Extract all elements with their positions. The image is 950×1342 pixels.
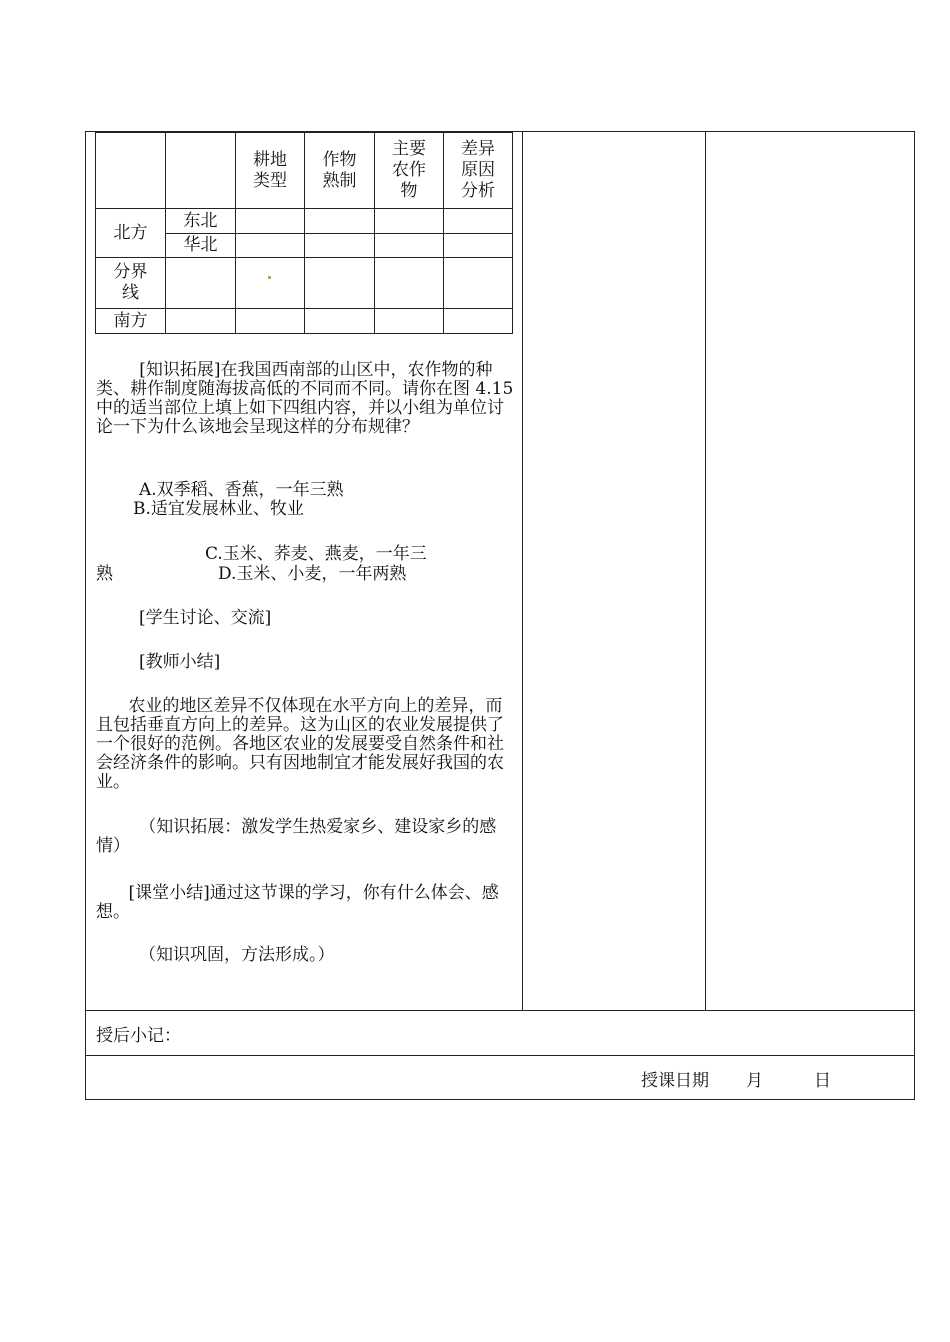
table-row xyxy=(96,209,513,234)
header-cell-land-type: 耕地 类型 xyxy=(236,133,305,209)
knowledge-extension-note: （知识拓展：激发学生热爱家乡、建设家乡的感情） xyxy=(96,817,497,856)
option-b: B.适宜发展林业、牧业 xyxy=(133,499,304,519)
teacher-summary-heading: [教师小结] xyxy=(139,652,221,672)
header-cell-main-crops: 主要 农作 物 xyxy=(375,133,444,209)
table-cell[interactable] xyxy=(166,258,236,309)
post-lesson-notes-label: 授后小记： xyxy=(96,1026,181,1046)
day-label: 日 xyxy=(814,1071,831,1091)
header-cell-crop-system: 作物 熟制 xyxy=(305,133,375,209)
class-summary-paragraph: [课堂小结]通过这节课的学习，你有什么体会、感想。 xyxy=(96,883,499,922)
table-cell[interactable] xyxy=(375,309,444,334)
table-cell[interactable] xyxy=(444,309,513,334)
table-cell[interactable] xyxy=(375,209,444,234)
row-divider-notes xyxy=(85,1010,915,1011)
table-row xyxy=(96,309,513,334)
option-c-continuation: 熟 xyxy=(96,564,113,584)
table-row xyxy=(96,258,513,309)
table-cell[interactable] xyxy=(375,234,444,258)
table-cell[interactable] xyxy=(166,309,236,334)
stray-mark xyxy=(268,276,271,279)
option-d: D.玉米、小麦，一年两熟 xyxy=(218,564,407,584)
row-label-boundary: 分界 线 xyxy=(96,258,166,309)
knowledge-consolidation-note: （知识巩固，方法形成。） xyxy=(139,945,335,965)
table-cell[interactable] xyxy=(305,309,375,334)
table-cell[interactable] xyxy=(305,258,375,309)
table-cell[interactable] xyxy=(444,258,513,309)
table-cell[interactable] xyxy=(236,258,305,309)
row-label-south: 南方 xyxy=(96,309,166,334)
table-header-row xyxy=(96,133,513,209)
agriculture-comparison-table xyxy=(95,132,513,334)
lesson-date-label: 授课日期 xyxy=(641,1071,709,1091)
table-cell[interactable] xyxy=(444,209,513,234)
summary-paragraph: 农业的地区差异不仅体现在水平方向上的差异，而且包括垂直方向上的差异。这为山区的农业发展提供了一个很好的范例。各地区农业的发展要受自然条件和社会经济条件的影响。只有因地制宜才能发展好我国的农业。 xyxy=(96,696,504,792)
table-cell[interactable] xyxy=(236,209,305,234)
table-cell[interactable] xyxy=(444,234,513,258)
option-c: C.玉米、荞麦、燕麦，一年三 xyxy=(205,544,427,564)
student-discussion-heading: [学生讨论、交流] xyxy=(139,608,272,628)
table-cell[interactable] xyxy=(236,309,305,334)
row-label-north: 北方 xyxy=(96,209,166,258)
header-cell-empty-1 xyxy=(96,133,166,209)
table-cell[interactable] xyxy=(305,234,375,258)
column-divider-1 xyxy=(522,131,523,1010)
row-divider-date xyxy=(85,1055,915,1056)
table-cell[interactable] xyxy=(305,209,375,234)
header-cell-empty-2 xyxy=(166,133,236,209)
column-divider-2 xyxy=(705,131,706,1010)
option-a: A.双季稻、香蕉，一年三熟 xyxy=(139,480,344,500)
header-cell-difference-reason: 差异 原因 分析 xyxy=(444,133,513,209)
table-cell[interactable] xyxy=(375,258,444,309)
row-label-north-china: 华北 xyxy=(166,234,236,258)
knowledge-extension-paragraph: [知识拓展]在我国西南部的山区中，农作物的种类、耕作制度随海拔高低的不同而不同。请你在图 4.15 中的适当部位上填上如下四组内容，并以小组为单位讨论一下为什么该地会呈现这样的分布规律？ xyxy=(96,360,519,437)
table-cell[interactable] xyxy=(236,234,305,258)
row-label-northeast: 东北 xyxy=(166,209,236,234)
month-label: 月 xyxy=(746,1071,763,1091)
